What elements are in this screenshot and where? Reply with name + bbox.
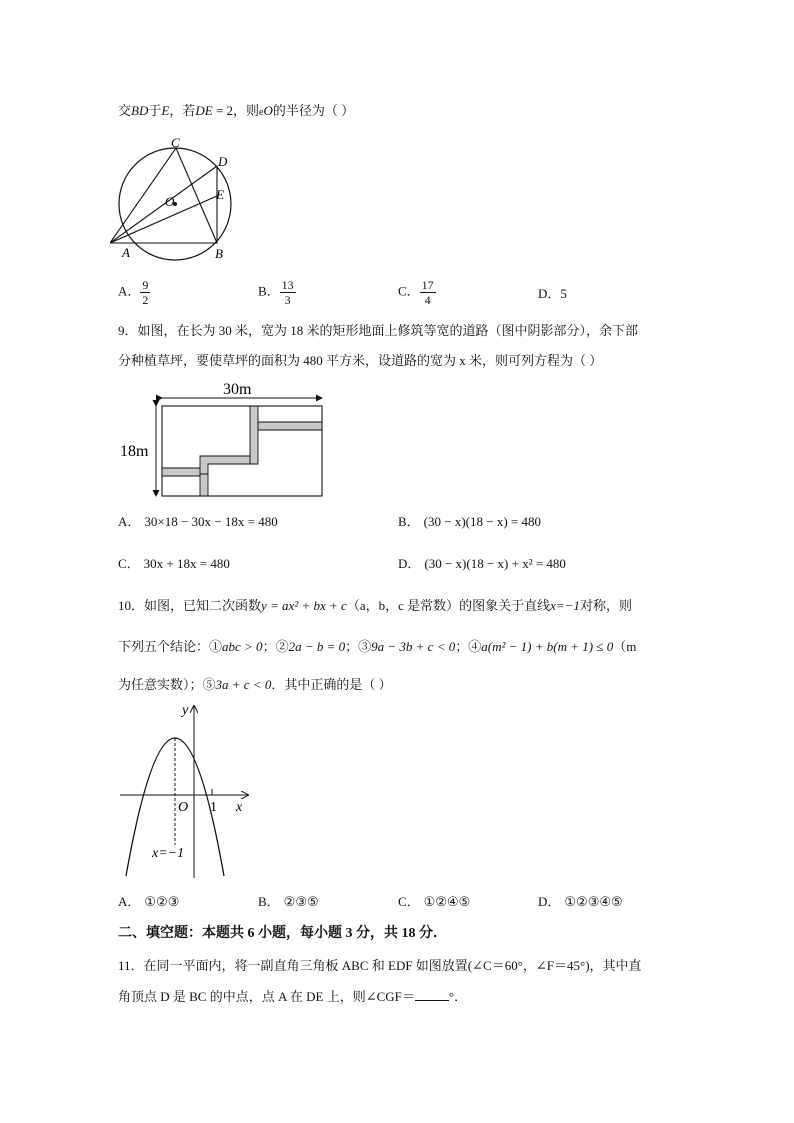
fraction xyxy=(140,278,150,307)
denominator: 3 xyxy=(284,293,291,307)
option-text: 30x + 18x = 480 xyxy=(143,556,230,571)
circle-symbol: e xyxy=(259,107,264,118)
q10-text: 对称，则 xyxy=(579,598,632,613)
q10-text: 10．如图，已知二次函数 xyxy=(118,598,262,613)
road-horizontal-top xyxy=(258,422,322,430)
q8-option-b xyxy=(258,278,296,307)
q8-tail-line xyxy=(118,102,354,122)
q10-option-c xyxy=(398,893,470,911)
label-b: B xyxy=(215,246,223,261)
q8-text: ，则 xyxy=(233,103,260,118)
field-rect xyxy=(162,406,322,496)
q10-axis-eq: x=−1 xyxy=(550,598,580,613)
q10-text: ．其中正确的是（ ） xyxy=(271,677,392,692)
numerator: 17 xyxy=(421,278,434,292)
road-horizontal-left xyxy=(162,468,200,476)
conclusion-5: 3a + c < 0 xyxy=(215,677,272,692)
label-x: x xyxy=(236,800,243,815)
numerator: 9 xyxy=(142,278,149,292)
option-letter: D． xyxy=(538,286,561,301)
q8-var-bd: BD xyxy=(131,103,149,118)
q8-text: 交 xyxy=(118,103,132,118)
q8-var-o: O xyxy=(263,103,273,118)
q8-circle-figure xyxy=(110,132,250,264)
q10-text: ；② xyxy=(262,639,289,654)
option-text: ①②④⑤ xyxy=(423,894,471,909)
q11-line1: 11．在同一平面内，将一副直角三角板 ABC 和 EDF 如图放置(∠C＝60°，∠F＝45°)，其中直 xyxy=(118,958,642,973)
q10-option-d xyxy=(538,893,623,911)
q10-function: y = ax² + bx + c xyxy=(261,598,347,613)
road-vertical-left xyxy=(200,474,208,496)
q11-text: °． xyxy=(448,989,468,1004)
height-label: 18m xyxy=(120,443,149,460)
q10-line2 xyxy=(118,638,636,656)
q8-text: 于 xyxy=(148,103,162,118)
q10-text: 为任意实数）；⑤ xyxy=(118,677,216,692)
q10-line1 xyxy=(118,597,632,615)
triangle-abc xyxy=(110,148,217,243)
conclusion-3: 9a − 3b + c < 0 xyxy=(371,639,456,654)
denominator: 2 xyxy=(142,293,149,307)
road-vertical-right xyxy=(250,406,258,464)
option-text: ②③⑤ xyxy=(283,894,319,909)
q9-option-a xyxy=(118,513,278,531)
q9-option-b xyxy=(398,513,541,531)
label-1: 1 xyxy=(210,800,217,815)
q10-text: ；③ xyxy=(345,639,372,654)
q9-road-figure xyxy=(118,380,328,500)
option-letter: A． xyxy=(118,514,141,529)
q9-line2: 分种植草坪，要使草坪的面积为 480 平方米，设道路的宽为 x 米，则可列方程为（ ） xyxy=(118,353,603,368)
q10-parabola-figure xyxy=(118,700,258,882)
option-letter: D． xyxy=(398,556,421,571)
option-text: (30 − x)(18 − x) = 480 xyxy=(423,514,541,529)
q8-text: 的半径为（ ） xyxy=(272,103,355,118)
option-text: 5 xyxy=(560,286,567,301)
option-letter: B． xyxy=(258,894,280,909)
option-letter: B． xyxy=(258,283,280,299)
label-o: O xyxy=(178,800,189,815)
q10-option-b xyxy=(258,893,319,911)
q8-option-c xyxy=(398,278,436,307)
option-text: ①②③ xyxy=(144,894,180,909)
option-letter: C． xyxy=(398,283,420,299)
q10-text: （m xyxy=(613,639,637,654)
q10-text: ；④ xyxy=(455,639,482,654)
q8-text: = 2 xyxy=(212,103,234,118)
width-label: 30m xyxy=(223,381,252,398)
conclusion-4: a(m² − 1) + b(m + 1) ≤ 0 xyxy=(481,639,614,654)
label-o: O xyxy=(165,194,175,209)
q8-text: ，若 xyxy=(169,103,196,118)
q10-text: （a，b，c 是常数）的图象关于直线 xyxy=(346,598,551,613)
q10-text: 下列五个结论：① xyxy=(118,639,223,654)
label-e: E xyxy=(216,187,224,202)
q8-var-de: DE xyxy=(195,103,213,118)
fraction xyxy=(280,278,296,307)
option-letter: D． xyxy=(538,894,561,909)
label-y: y xyxy=(182,703,189,718)
answer-blank[interactable] xyxy=(415,988,449,1001)
q8-option-a xyxy=(118,278,150,307)
label-axis-eq: x=−1 xyxy=(152,846,185,861)
option-letter: A． xyxy=(118,283,141,299)
option-text: (30 − x)(18 − x) + x² = 480 xyxy=(424,556,566,571)
option-text: ①②③④⑤ xyxy=(564,894,623,909)
q8-option-d xyxy=(538,285,567,303)
q10-line3 xyxy=(118,676,392,694)
denominator: 4 xyxy=(424,293,431,307)
option-text: 30×18 − 30x − 18x = 480 xyxy=(144,514,278,529)
label-d: D xyxy=(218,154,228,169)
section-title: 二、填空题：本题共 6 小题，每小题 3 分，共 18 分． xyxy=(118,926,447,941)
fraction xyxy=(420,278,436,307)
label-c: C xyxy=(171,135,180,150)
numerator: 13 xyxy=(281,278,294,292)
q8-var-e: E xyxy=(161,103,170,118)
q10-option-a xyxy=(118,893,179,911)
q11-line2 xyxy=(118,988,467,1006)
q9-option-d xyxy=(398,555,566,573)
option-letter: C． xyxy=(398,894,420,909)
option-letter: A． xyxy=(118,894,141,909)
option-letter: B． xyxy=(398,514,420,529)
label-a: A xyxy=(122,245,130,260)
conclusion-1: abc > 0 xyxy=(222,639,263,654)
q9-line1: 9．如图，在长为 30 米，宽为 18 米的矩形地面上修筑等宽的道路（图中阴影部分），余下部 xyxy=(118,323,639,338)
q9-option-c xyxy=(118,555,230,573)
option-letter: C． xyxy=(118,556,140,571)
conclusion-2: 2a − b = 0 xyxy=(288,639,346,654)
q11-text: 角顶点 D 是 BC 的中点，点 A 在 DE 上，则∠CGF＝ xyxy=(118,989,415,1004)
